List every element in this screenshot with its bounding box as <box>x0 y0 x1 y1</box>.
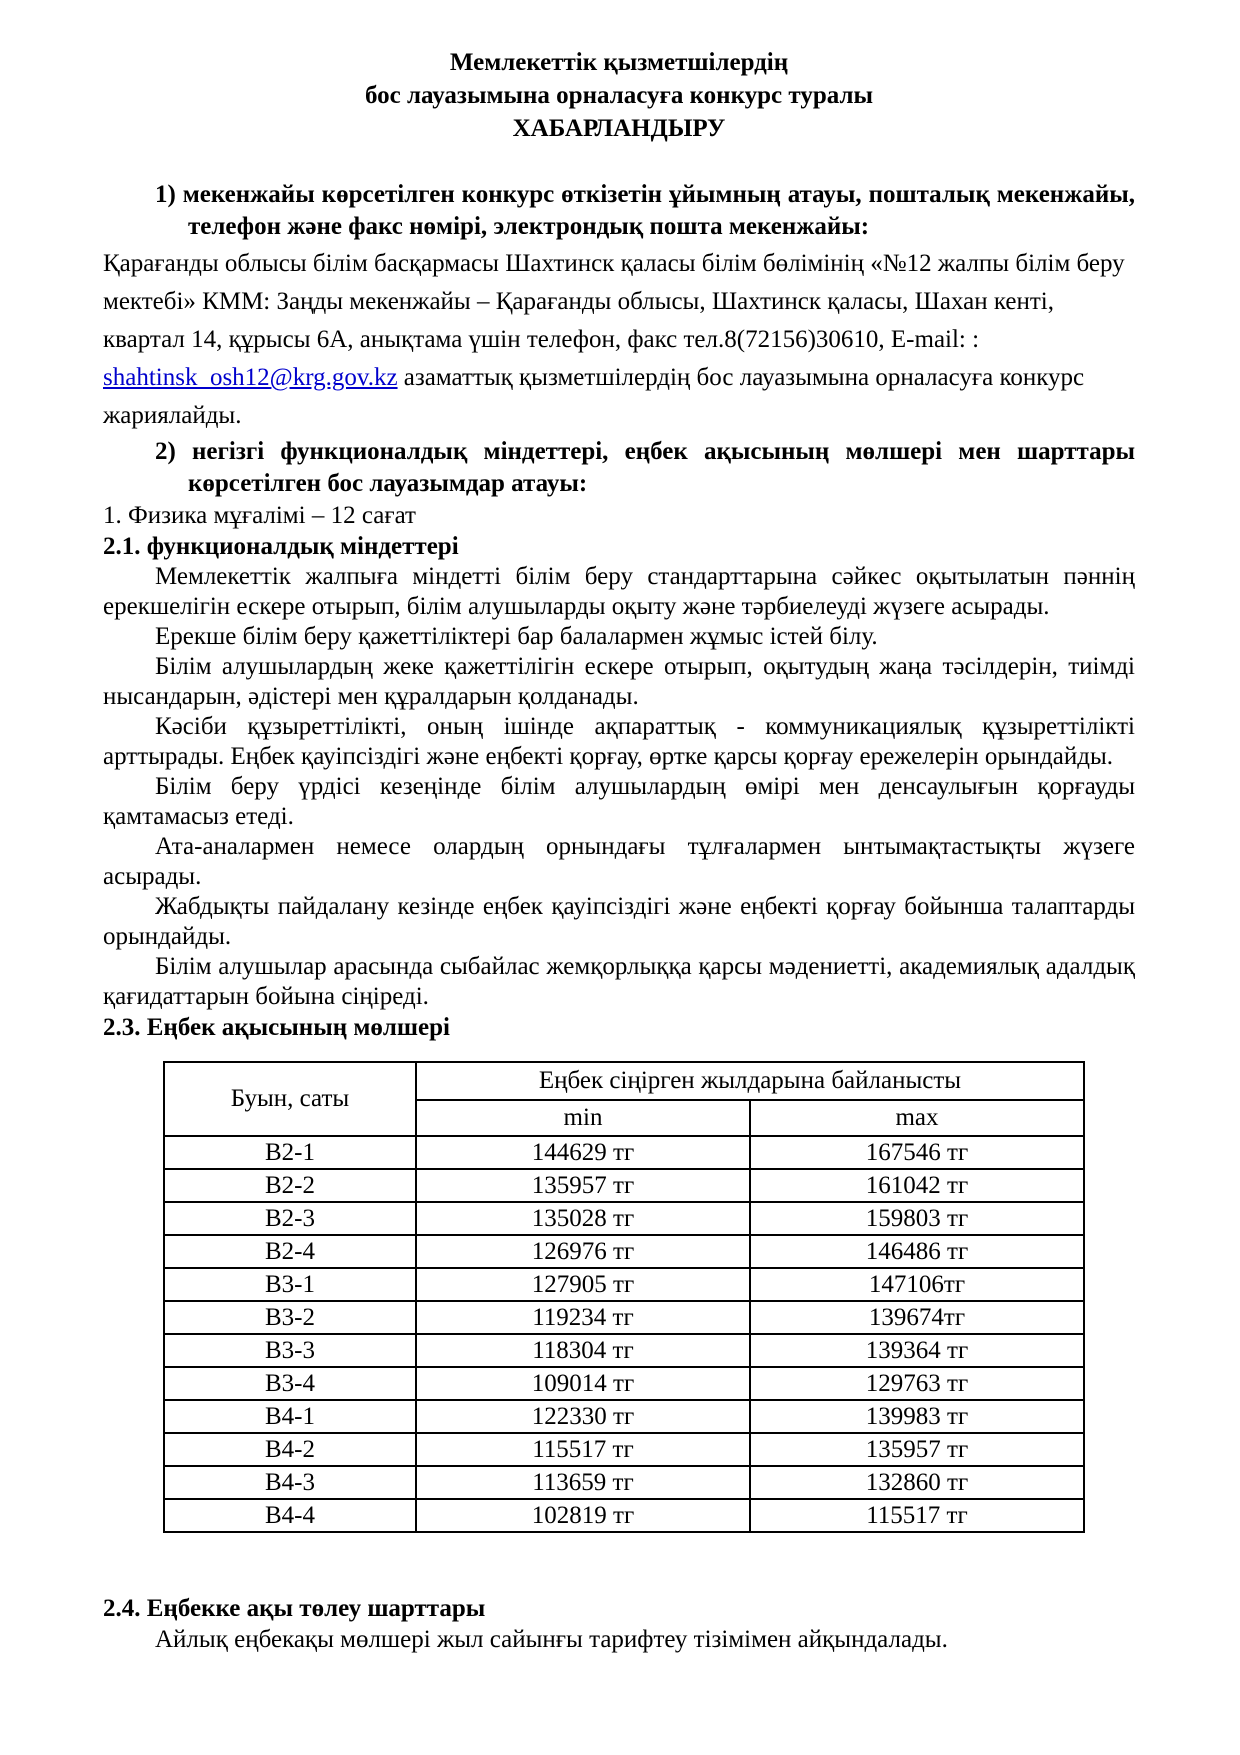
duty-paragraph: Жабдықты пайдалану кезінде еңбек қауіпсіздігі және еңбекті қорғау бойынша талаптарды орындайды. <box>103 893 1135 950</box>
min-salary-cell: 119234 тг <box>416 1301 750 1334</box>
table-row <box>164 1169 1084 1202</box>
min-salary-cell: 127905 тг <box>416 1268 750 1301</box>
table-row <box>164 1202 1084 1235</box>
min-salary-cell: 122330 тг <box>416 1400 750 1433</box>
max-salary-cell: 147106тг <box>750 1268 1084 1301</box>
min-salary-cell: 135028 тг <box>416 1202 750 1235</box>
title-line-1: Мемлекеттік қызметшілердің <box>449 49 789 76</box>
min-salary-cell: 102819 тг <box>416 1499 750 1532</box>
title-line-2: бос лауазымына орналасуға конкурс туралы <box>364 82 874 109</box>
grade-cell: В2-3 <box>164 1202 416 1235</box>
grade-cell: В4-1 <box>164 1400 416 1433</box>
address-text-before-link: Қарағанды облысы білім басқармасы Шахтинск қаласы білім бөлімінің «№12 жалпы білім беру мектебі» КММ: Заңды мекенжайы – Қарағанды облысы, Шахтинск қаласы, Шахан кенті, квартал 14, құрысы 6А, анықтама үшін телефон, факс тел.8(72156)30610, E-mail: : <box>103 250 1125 353</box>
experience-span-header: Еңбек сіңірген жылдарына байланысты <box>416 1062 1084 1100</box>
table-row <box>164 1367 1084 1400</box>
list-item-2-text: негізгі функционалдық міндеттері, еңбек ақысының мөлшері мен шарттары көрсетілген бос лауазымдар атауы: <box>188 438 1135 497</box>
salary-terms-paragraph: Айлық еңбекақы мөлшері жыл сайынғы тарифтеу тізімімен айқындалады. <box>155 1626 948 1653</box>
title-line-3: ХАБАРЛАНДЫРУ <box>512 115 726 142</box>
table-row <box>164 1400 1084 1433</box>
duty-paragraph: Мемлекеттік жалпыға міндетті білім беру стандарттарына сәйкес оқытылатын пәннің ерекшелігін ескере отырып, білім алушыларды оқыту және тәрбиелеуді жүзеге асырады. <box>103 563 1135 620</box>
max-salary-cell: 161042 тг <box>750 1169 1084 1202</box>
grade-cell: В3-3 <box>164 1334 416 1367</box>
salary-table <box>163 1061 1085 1533</box>
list-item-2-number: 2) <box>155 438 176 465</box>
table-row <box>164 1466 1084 1499</box>
list-item-1-text: мекенжайы көрсетілген конкурс өткізетін ұйымның атауы, пошталық мекенжайы, телефон және факс нөмірі, электрондық пошта мекенжайы: <box>182 181 1135 240</box>
grade-cell: В2-2 <box>164 1169 416 1202</box>
grade-cell: В4-3 <box>164 1466 416 1499</box>
table-header-row-1 <box>164 1062 1084 1100</box>
max-salary-cell: 132860 тг <box>750 1466 1084 1499</box>
table-row <box>164 1136 1084 1169</box>
max-salary-cell: 135957 тг <box>750 1433 1084 1466</box>
min-salary-cell: 113659 тг <box>416 1466 750 1499</box>
document-title <box>103 46 1135 145</box>
table-row <box>164 1268 1084 1301</box>
duty-paragraph: Білім беру үрдісі кезеңінде білім алушылардың өмірі мен денсаулығын қорғауды қамтамасыз етеді. <box>103 773 1135 830</box>
grade-cell: В2-1 <box>164 1136 416 1169</box>
section-2-4-heading: 2.4. Еңбекке ақы төлеу шарттары <box>103 1595 486 1622</box>
duty-paragraph: Кәсіби құзыреттілікті, оның ішінде ақпараттық - коммуникациялық құзыреттілікті арттырады. Еңбек қауіпсіздігі және еңбекті қорғау, өртке қарсы қорғау ережелерін орындайды. <box>103 713 1135 770</box>
email-link[interactable]: shahtinsk_osh12@krg.gov.kz <box>103 364 398 391</box>
max-salary-cell: 167546 тг <box>750 1136 1084 1169</box>
min-column-header: min <box>416 1100 750 1136</box>
duty-paragraph: Ата-аналармен немесе олардың орнындағы тұлғалармен ынтымақтастықты жүзеге асырады. <box>103 833 1135 890</box>
min-salary-cell: 109014 тг <box>416 1367 750 1400</box>
max-salary-cell: 139983 тг <box>750 1400 1084 1433</box>
max-column-header: max <box>750 1100 1084 1136</box>
max-salary-cell: 139364 тг <box>750 1334 1084 1367</box>
grade-cell: В3-2 <box>164 1301 416 1334</box>
min-salary-cell: 118304 тг <box>416 1334 750 1367</box>
grade-cell: В4-4 <box>164 1499 416 1532</box>
table-row <box>164 1235 1084 1268</box>
max-salary-cell: 139674тг <box>750 1301 1084 1334</box>
max-salary-cell: 129763 тг <box>750 1367 1084 1400</box>
grade-cell: В3-1 <box>164 1268 416 1301</box>
duty-paragraph: Білім алушылардың жеке қажеттілігін ескере отырып, оқытудың жаңа тәсілдерін, тиімді нысандарын, әдістері мен құралдарын қолданады. <box>103 653 1135 710</box>
duty-paragraph: Ерекше білім беру қажеттіліктері бар балалармен жұмыс істей білу. <box>155 623 878 650</box>
grade-cell: В2-4 <box>164 1235 416 1268</box>
section-2-1-heading: 2.1. функционалдық міндеттері <box>103 533 459 560</box>
table-row <box>164 1499 1084 1532</box>
vacancy-position-line: 1. Физика мұғалімі – 12 сағат <box>103 502 416 529</box>
list-item-2 <box>103 436 1135 500</box>
table-row <box>164 1433 1084 1466</box>
duty-paragraph: Білім алушылар арасында сыбайлас жемқорлыққа қарсы мәдениетті, академиялық адалдық қағидаттарын бойына сіңіреді. <box>103 953 1135 1010</box>
max-salary-cell: 115517 тг <box>750 1499 1084 1532</box>
min-salary-cell: 115517 тг <box>416 1433 750 1466</box>
list-item-1 <box>103 179 1135 243</box>
grade-cell: В4-2 <box>164 1433 416 1466</box>
table-row <box>164 1301 1084 1334</box>
section-2-3-heading: 2.3. Еңбек ақысының мөлшері <box>103 1014 450 1041</box>
organization-address-paragraph <box>103 245 1135 435</box>
address-text-after-link: азаматтық қызметшілердің бос лауазымына орналасуға конкурс жариялайды. <box>103 364 1085 429</box>
grade-column-header: Буын, саты <box>164 1062 416 1136</box>
table-row <box>164 1334 1084 1367</box>
max-salary-cell: 146486 тг <box>750 1235 1084 1268</box>
min-salary-cell: 144629 тг <box>416 1136 750 1169</box>
list-item-1-number: 1) <box>155 181 176 208</box>
min-salary-cell: 126976 тг <box>416 1235 750 1268</box>
grade-cell: В3-4 <box>164 1367 416 1400</box>
min-salary-cell: 135957 тг <box>416 1169 750 1202</box>
max-salary-cell: 159803 тг <box>750 1202 1084 1235</box>
